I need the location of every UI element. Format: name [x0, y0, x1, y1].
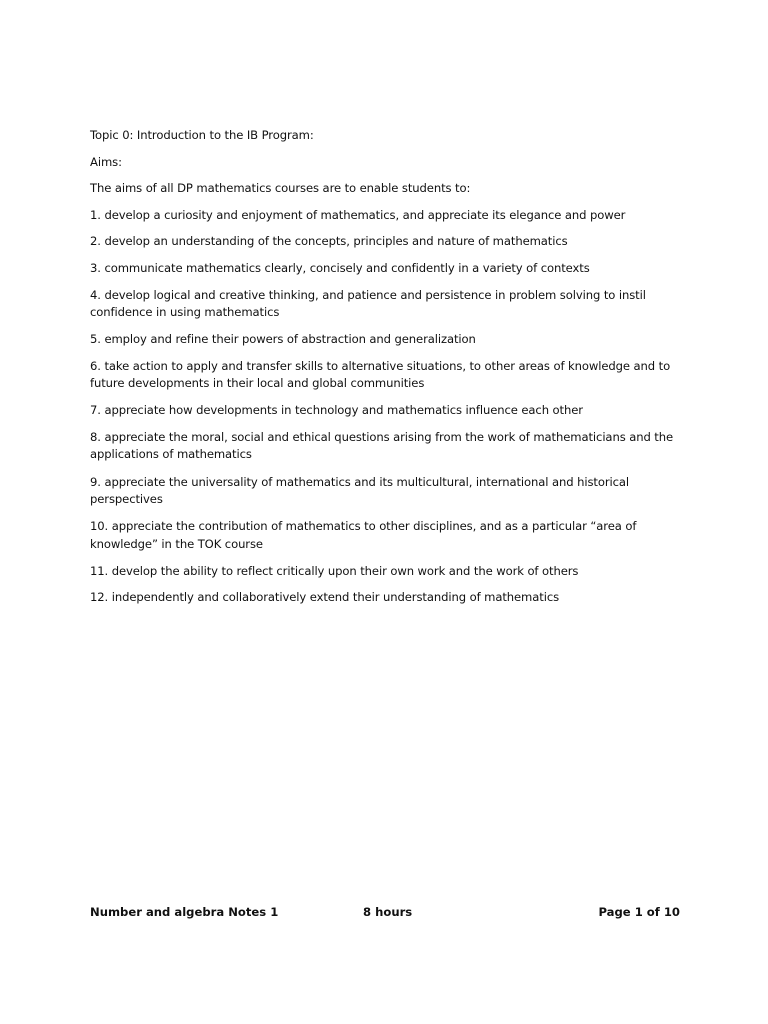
aim-item-5: 5. employ and refine their powers of abstraction and generalization — [90, 332, 476, 347]
aim-item-4: 4. develop logical and creative thinking, and patience and persistence in problem solving to instil confidence in using mathematics — [90, 287, 646, 320]
aims-intro: The aims of all DP mathematics courses are to enable students to: — [90, 181, 471, 196]
aim-item-12: 12. independently and collaboratively extend their understanding of mathematics — [90, 590, 560, 605]
document-body — [90, 127, 690, 616]
footer-page-number: Page 1 of 10 — [598, 905, 680, 919]
aim-item-10: 10. appreciate the contribution of mathematics to other disciplines, and as a particular “area of knowledge” in the TOK course — [90, 519, 637, 551]
aim-item-8: 8. appreciate the moral, social and ethical questions arising from the work of mathematicians and the applications of mathematics — [90, 429, 674, 462]
aim-item-6: 6. take action to apply and transfer skills to alternative situations, to other areas of knowledge and to future developments in their local and global communities — [90, 358, 671, 391]
document-heading: Topic 0: Introduction to the IB Program: — [90, 128, 314, 142]
aim-item-2: 2. develop an understanding of the concepts, principles and nature of mathematics — [90, 234, 568, 249]
aim-item-11: 11. develop the ability to reflect critically upon their own work and the work of others — [90, 563, 579, 578]
footer-duration: 8 hours — [363, 905, 413, 919]
aim-item-7: 7. appreciate how developments in technology and mathematics influence each other — [90, 403, 583, 418]
page-footer — [90, 905, 690, 923]
aim-item-1: 1. develop a curiosity and enjoyment of mathematics, and appreciate its elegance and power — [90, 207, 626, 222]
footer-section-title: Number and algebra Notes 1 — [90, 905, 279, 919]
aims-label: Aims: — [90, 154, 122, 169]
aim-item-9: 9. appreciate the universality of mathematics and its multicultural, international and historical perspectives — [90, 474, 630, 507]
aim-item-3: 3. communicate mathematics clearly, concisely and confidently in a variety of contexts — [90, 260, 590, 275]
